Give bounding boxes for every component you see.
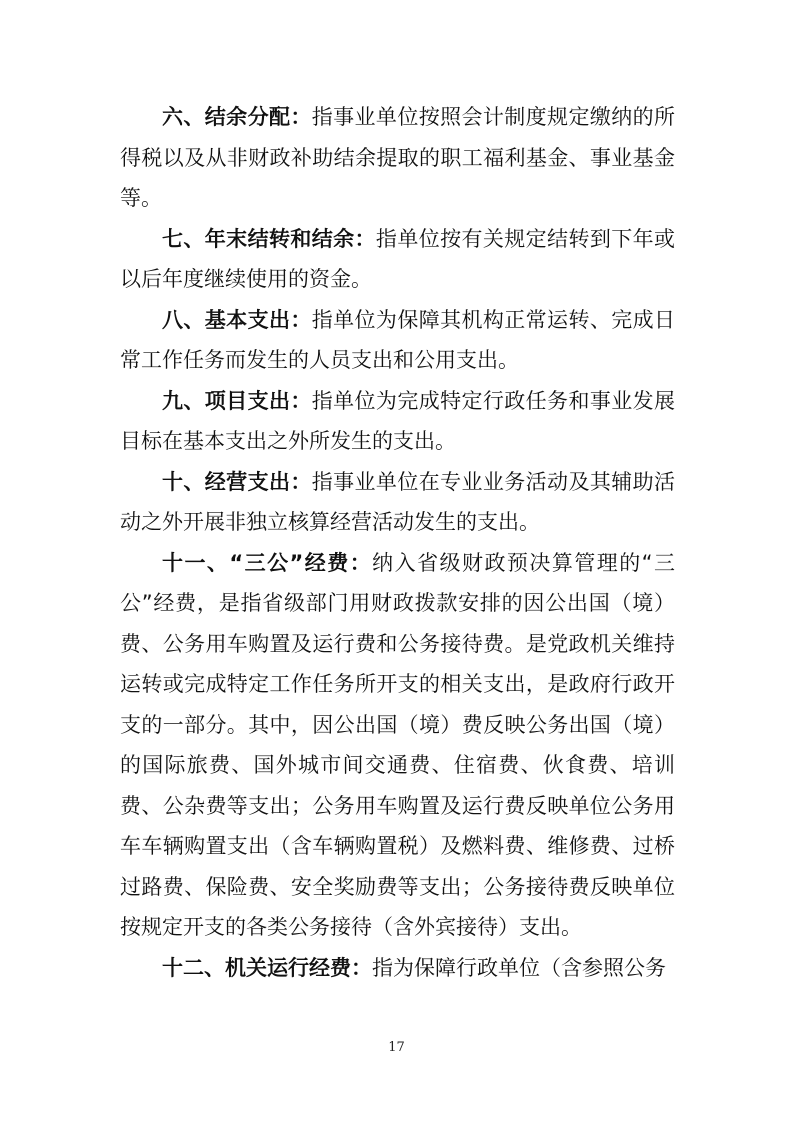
paragraph-three-public-expenses	[120, 543, 675, 948]
page-number: 17	[388, 1040, 405, 1055]
paragraph-agency-operating-expenses	[120, 948, 675, 989]
paragraph-project-expenditure	[120, 381, 675, 462]
paragraph-year-end-carryover	[120, 219, 675, 300]
term-definition: 指单位为保障其机构正常运转、完成日常工作任务而发生的人员支出和公用支出。	[120, 307, 676, 372]
term-definition: 指单位为完成特定行政任务和事业发展目标在基本支出之外所发生的支出。	[120, 388, 676, 453]
term-heading: 七、年末结转和结余：	[162, 226, 376, 251]
term-definition: 纳入省级财政预决算管理的“三公”经费，是指省级部门用财政拨款安排的因公出国（境）费、公务用车购置及运行费和公务接待费。是党政机关维持运转或完成特定工作任务所开支的相关支出，是政府行政开支的一部分。其中，因公出国（境）费反映公务出国（境）的国际旅费、国外城市间交通费、住宿费、伙食费、培训费、公杂费等支出；公务用车购置及运行费反映单位公务用车车辆购置支出（含车辆购置税）及燃料费、维修费、过桥过路费、保险费、安全奖励费等支出；公务接待费反映单位按规定开支的各类公务接待（含外宾接待）支出。	[120, 550, 675, 939]
term-definition: 指事业单位按照会计制度规定缴纳的所得税以及从非财政补助结余提取的职工福利基金、事业基金等。	[120, 105, 676, 210]
term-definition: 指为保障行政单位（含参照公务	[372, 955, 666, 980]
term-definition: 指事业单位在专业业务活动及其辅助活动之外开展非独立核算经营活动发生的支出。	[120, 469, 676, 534]
term-heading: 十二、机关运行经费：	[162, 955, 372, 980]
term-heading: 九、项目支出：	[162, 388, 312, 413]
term-definition: 指单位按有关规定结转到下年或以后年度继续使用的资金。	[120, 226, 676, 291]
paragraph-basic-expenditure	[120, 300, 675, 381]
term-heading: 八、基本支出：	[162, 307, 312, 332]
term-heading: 十一、“三公”经费：	[162, 550, 373, 575]
paragraph-operating-expenditure	[120, 462, 675, 543]
document-body	[120, 97, 675, 988]
paragraph-surplus-distribution	[120, 97, 675, 219]
term-heading: 六、结余分配：	[162, 105, 312, 129]
term-heading: 十、经营支出：	[162, 469, 312, 494]
